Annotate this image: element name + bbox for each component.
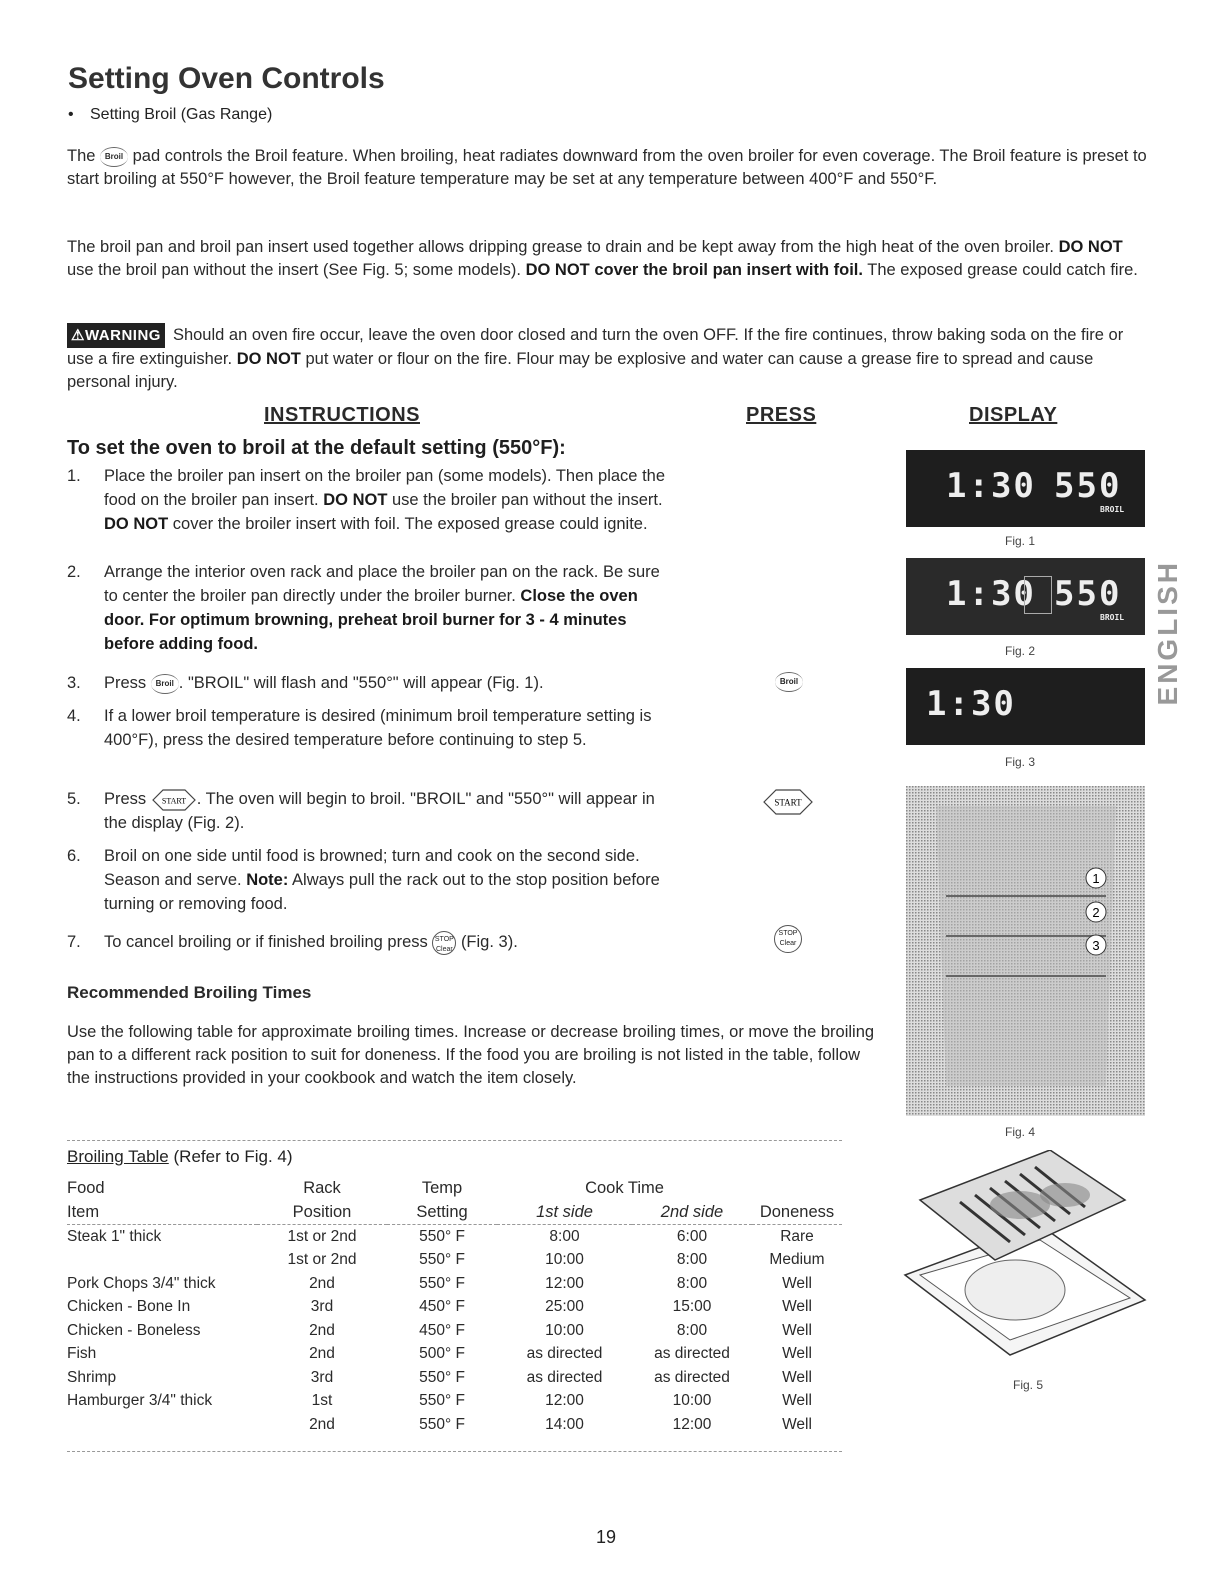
step-number: 3. [67,674,81,692]
divider [67,1140,842,1141]
table-cell: 500° F [419,1345,465,1363]
table-cell: 2nd [309,1415,335,1433]
table-cell: 550° F [419,1368,465,1386]
step-text: Always pull the rack out to the stop position before turning or removing food. [104,871,660,913]
warning-text: Should an oven fire occur, leave the oven door closed and turn the oven OFF. If the fire continues, throw baking soda on the fire or use a fire extinguisher. [67,326,1124,368]
broil-pad-icon: Broil [775,672,803,692]
table-cell: 1st or 2nd [287,1227,357,1245]
step-text: Press [104,790,147,808]
broil-pad-icon: Broil [100,147,128,167]
language-tab: ENGLISH [1152,560,1183,706]
table-cell: 8:00 [676,1251,708,1269]
table-cell: Chicken - Bone In [67,1298,191,1316]
section-bullet: • Setting Broil (Gas Range) [68,106,273,123]
step-text: Press [104,674,147,692]
table-row [67,1296,842,1320]
display-fig-1 [906,450,1145,527]
column-header: Item [67,1202,100,1221]
display-temperature: 550 [1054,466,1122,506]
table-cell: 550° F [419,1251,465,1269]
intro-text: use the broil pan without the insert (See Fig. 5; some models). [67,261,521,279]
table-row [67,1366,842,1390]
table-cell: Steak 1" thick [67,1227,162,1245]
display-mode: BROIL [1100,613,1125,622]
warning-text: put water or flour on the fire. Flour may be explosive and water can cause a grease fire to spread and cause personal injury. [67,350,1094,391]
recommended-heading: Recommended Broiling Times [67,983,312,1002]
broil-pad-icon: Broil [151,674,179,694]
table-cell [67,1413,257,1437]
table-cell: Medium [769,1251,825,1269]
step-4 [67,704,667,752]
clear-label: Clear [435,945,453,953]
table-cell: 14:00 [545,1415,584,1433]
clear-label: Clear [779,940,797,947]
table-cell: 8:00 [549,1227,580,1245]
step-text: If a lower broil temperature is desired (minimum broil temperature setting is 400°F), press the desired temperature before continuing to step 5. [104,707,652,749]
instructions-header: INSTRUCTIONS [264,404,420,426]
stop-clear-pad-icon [774,925,802,953]
step-1 [67,464,667,536]
table-cell: Well [782,1392,812,1410]
recommended-text: Use the following table for approximate broiling times. Increase or decrease broiling times, or move the broiling pan to a different rack position to suit for doneness. If the food you are broiling is not listed in the table, follow the instructions provided in your cookbook and watch the item closely. [67,1023,875,1087]
table-cell: 12:00 [545,1274,584,1292]
display-time: 1:30 [926,684,1016,724]
step-text: (Fig. 3). [460,933,518,951]
intro-paragraph-2 [67,236,1147,282]
table-cell: 550° F [419,1415,465,1433]
step-number: 1. [67,467,81,485]
emphasis: DO NOT [1058,238,1123,256]
table-ref: (Refer to Fig. 4) [173,1147,293,1166]
table-cell: as directed [654,1345,730,1363]
rack-position-1-icon [1086,868,1106,888]
broil-pan-illustration [900,1150,1150,1370]
display-header: DISPLAY [969,404,1058,426]
table-cell: Shrimp [67,1368,117,1386]
broiling-table [67,1177,842,1437]
table-header-row [67,1177,842,1201]
display-time: 1:30 [946,574,1036,614]
table-row [67,1249,842,1273]
table-cell: 3rd [310,1298,334,1316]
step-text: use the broiler pan without the insert. [392,491,663,509]
display-fig-2 [906,558,1145,635]
fig-5-caption: Fig. 5 [1013,1378,1044,1392]
table-cell: Fish [67,1345,97,1363]
table-cell: 12:00 [672,1415,712,1433]
fig-3-caption: Fig. 3 [1005,755,1036,769]
display-mode: BROIL [1100,505,1125,514]
column-header: Temp [421,1179,463,1198]
table-cell: Pork Chops 3/4" thick [67,1274,216,1292]
warning-paragraph [67,323,1147,394]
table-title-row [67,1147,293,1167]
display-separator-icon [1024,576,1052,614]
table-cell: 550° F [419,1392,465,1410]
table-cell: Well [782,1321,812,1339]
table-cell: 10:00 [672,1392,712,1410]
intro-text: The broil pan and broil pan insert used together allows dripping grease to drain and be kept away from the high heat of the oven broiler. [67,238,1054,256]
rack-position-2-icon [1086,902,1106,922]
table-title: Broiling Table [67,1147,169,1166]
step-text: . The oven will begin to broil. "BROIL" and "550°" will appear in the display (Fig. 2). [104,790,655,832]
column-header: 2nd side [660,1202,724,1221]
rack-number: 3 [1092,938,1100,953]
step-text: Place the broiler pan insert on the broiler pan (some models). Then place the food on the broiler pan insert. [104,467,666,509]
table-cell: Well [782,1345,812,1363]
stop-label: STOP [434,935,454,943]
emphasis: DO NOT [104,515,169,533]
table-cell: 10:00 [545,1251,584,1269]
table-row [67,1272,842,1296]
step-6 [67,844,667,916]
table-cell: 2nd [309,1321,335,1339]
table-cell: 15:00 [672,1298,712,1316]
table-cell: 450° F [419,1298,465,1316]
warning-badge: ⚠WARNING [67,323,165,348]
table-cell [67,1249,257,1273]
bullet-text: Setting Broil (Gas Range) [90,106,273,123]
divider [67,1451,842,1452]
intro-text: The [67,147,96,165]
table-cell: Chicken - Boneless [67,1321,201,1339]
step-3 [67,671,667,695]
table-cell: Well [782,1298,812,1316]
table-cell: Well [782,1415,812,1433]
start-pad-label: START [774,797,802,808]
step-number: 7. [67,933,81,951]
table-cell: 8:00 [676,1321,708,1339]
fig-4-caption: Fig. 4 [1005,1125,1036,1139]
step-number: 2. [67,563,81,581]
rack-position-3-icon [1086,935,1106,955]
start-pad-icon [762,789,814,815]
table-cell: 2nd [309,1345,335,1363]
table-cell: 25:00 [545,1298,584,1316]
table-row [67,1319,842,1343]
column-header: Food [67,1179,105,1198]
press-broil [775,672,803,692]
press-start [762,789,814,820]
table-cell: 10:00 [545,1321,584,1339]
default-broil-subheading: To set the oven to broil at the default setting (550°F): [67,437,566,459]
table-cell: as directed [526,1368,603,1386]
column-header: Doneness [759,1202,835,1221]
table-cell: Rare [780,1227,814,1245]
display-time: 1:30 [946,466,1036,506]
step-text: Arrange the interior oven rack and place the broiler pan on the rack. Be sure to center the broiler pan directly under the broiler burner. [104,563,660,605]
table-cell: 2nd [309,1274,335,1292]
stop-label: STOP [778,930,798,937]
emphasis: Close the oven door. For optimum browning, preheat broil burner for 3 - 4 minutes before adding food. [104,587,638,653]
press-header: PRESS [746,404,817,426]
step-text: To cancel broiling or if finished broiling press [104,933,428,951]
step-7 [67,930,667,955]
intro-text: The exposed grease could catch fire. [867,261,1138,279]
table-cell: Well [782,1274,812,1292]
step-text: Broil on one side until food is browned; turn and cook on the second side. Season and serve. [104,847,640,889]
emphasis: DO NOT cover the broil pan insert with foil. [525,261,863,279]
column-header: Cook Time [585,1179,664,1198]
page-title: Setting Oven Controls [68,62,385,95]
table-cell: 550° F [419,1227,465,1245]
table-cell: 550° F [419,1274,465,1292]
emphasis: DO NOT [236,350,301,368]
column-header: Setting [416,1202,468,1221]
step-2 [67,560,667,656]
column-header [752,1177,842,1201]
table-cell: 3rd [310,1368,334,1386]
rack-number: 1 [1092,871,1100,886]
table-cell: as directed [654,1368,730,1386]
column-header: Position [292,1202,352,1221]
press-stop [774,925,802,953]
display-fig-3 [906,668,1145,745]
intro-text: pad controls the Broil feature. When broiling, heat radiates downward from the oven broiler for even coverage. The Broil feature is preset to start broiling at 550°F however, the Broil feature temperature may be set at any temperature between 400°F and 550°F. [67,147,1147,188]
display-temperature: 550 [1054,574,1122,614]
fig-2-caption: Fig. 2 [1005,644,1036,658]
intro-paragraph-1 [67,145,1147,191]
table-cell: as directed [526,1345,603,1363]
table-body [67,1225,842,1437]
start-pad-label: START [161,796,186,806]
table-cell: Well [782,1368,812,1386]
column-header: 1st side [536,1202,593,1221]
emphasis: Note: [246,871,289,889]
table-row [67,1413,842,1437]
table-row [67,1225,842,1249]
table-cell: 12:00 [545,1392,584,1410]
step-text: . "BROIL" will flash and "550°" will appear (Fig. 1). [178,674,544,692]
table-row [67,1390,842,1414]
step-number: 4. [67,707,81,725]
rack-number: 2 [1092,905,1100,920]
table-cell: 450° F [419,1321,465,1339]
step-number: 5. [67,790,81,808]
start-pad-icon [151,789,197,811]
column-header: Rack [303,1179,341,1198]
table-row [67,1343,842,1367]
oven-rack-illustration [906,786,1145,1116]
stop-clear-pad-icon [432,931,456,955]
table-cell: 6:00 [676,1227,708,1245]
table-header-row [67,1201,842,1225]
page-number: 19 [596,1527,617,1547]
table-cell: 8:00 [676,1274,708,1292]
emphasis: DO NOT [323,491,388,509]
table-cell: 1st [311,1392,333,1410]
step-number: 6. [67,847,81,865]
table-cell: Hamburger 3/4" thick [67,1392,213,1410]
step-5 [67,787,667,835]
fig-1-caption: Fig. 1 [1005,534,1036,548]
step-text: cover the broiler insert with foil. The exposed grease could ignite. [172,515,648,533]
table-cell: 1st or 2nd [287,1251,357,1269]
